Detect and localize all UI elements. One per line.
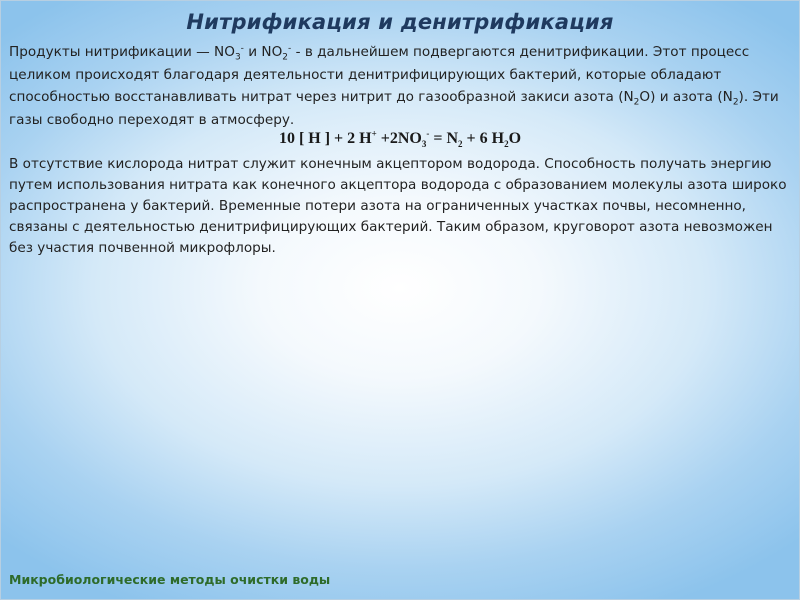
slide-footer: Микробиологические методы очистки воды (9, 572, 331, 587)
p1-body: - в дальнейшем подвергаются денитрификации. Этот процесс целиком происходят благодаря деятельности денитрифицирующих бактерий, которые обладают способностью восстанавливать нитрат через нитрит до газообразной закиси азота (N (9, 44, 750, 105)
slide-title: Нитрификация и денитрификация (186, 10, 614, 34)
eq-no3-subscript: 3 (421, 139, 427, 150)
no2-superscript: - (288, 43, 292, 54)
p1-n2o-tail: O) и азота (N (639, 89, 733, 105)
p1-intro: Продукты нитрификации — NO (9, 44, 235, 60)
denitrification-equation (0, 130, 800, 148)
eq-h-superscript: + (371, 128, 377, 139)
eq-part5: O (508, 130, 522, 147)
p1-and: и NO (243, 44, 283, 60)
n2-subscript: 2 (732, 97, 739, 108)
n2o-subscript: 2 (633, 97, 640, 108)
paragraph-nitrification-products (9, 41, 794, 131)
paragraph-anaerobic-nitrate: В отсутствие кислорода нитрат служит конечным акцептором водорода. Способность получать энергию путем использования нитрата как конечного акцептора водорода с образованием молекулы азота широко распространена у бактерий. Временные потери азота на ограниченных участках почвы, несомненно, связаны с деятельностью денитрифицирующих бактерий. Таким образом, круговорот азота невозможен без участия почвенной микрофлоры. (9, 156, 787, 256)
eq-no3-superscript: - (426, 128, 430, 139)
p1-end: ). Эти газы свободно переходят в атмосферу. (9, 89, 779, 128)
eq-h2o-subscript: 2 (504, 139, 509, 150)
eq-part4: + 6 H (462, 130, 505, 147)
no3-superscript: - (240, 43, 244, 54)
eq-part1: 10 [ Н ] + 2 Н (278, 130, 372, 147)
no3-subscript: 3 (234, 52, 241, 63)
no2-subscript: 2 (282, 52, 289, 63)
eq-n2-subscript: 2 (458, 139, 463, 150)
eq-part3: = N (429, 130, 459, 147)
eq-part2: +2NO (376, 130, 422, 147)
